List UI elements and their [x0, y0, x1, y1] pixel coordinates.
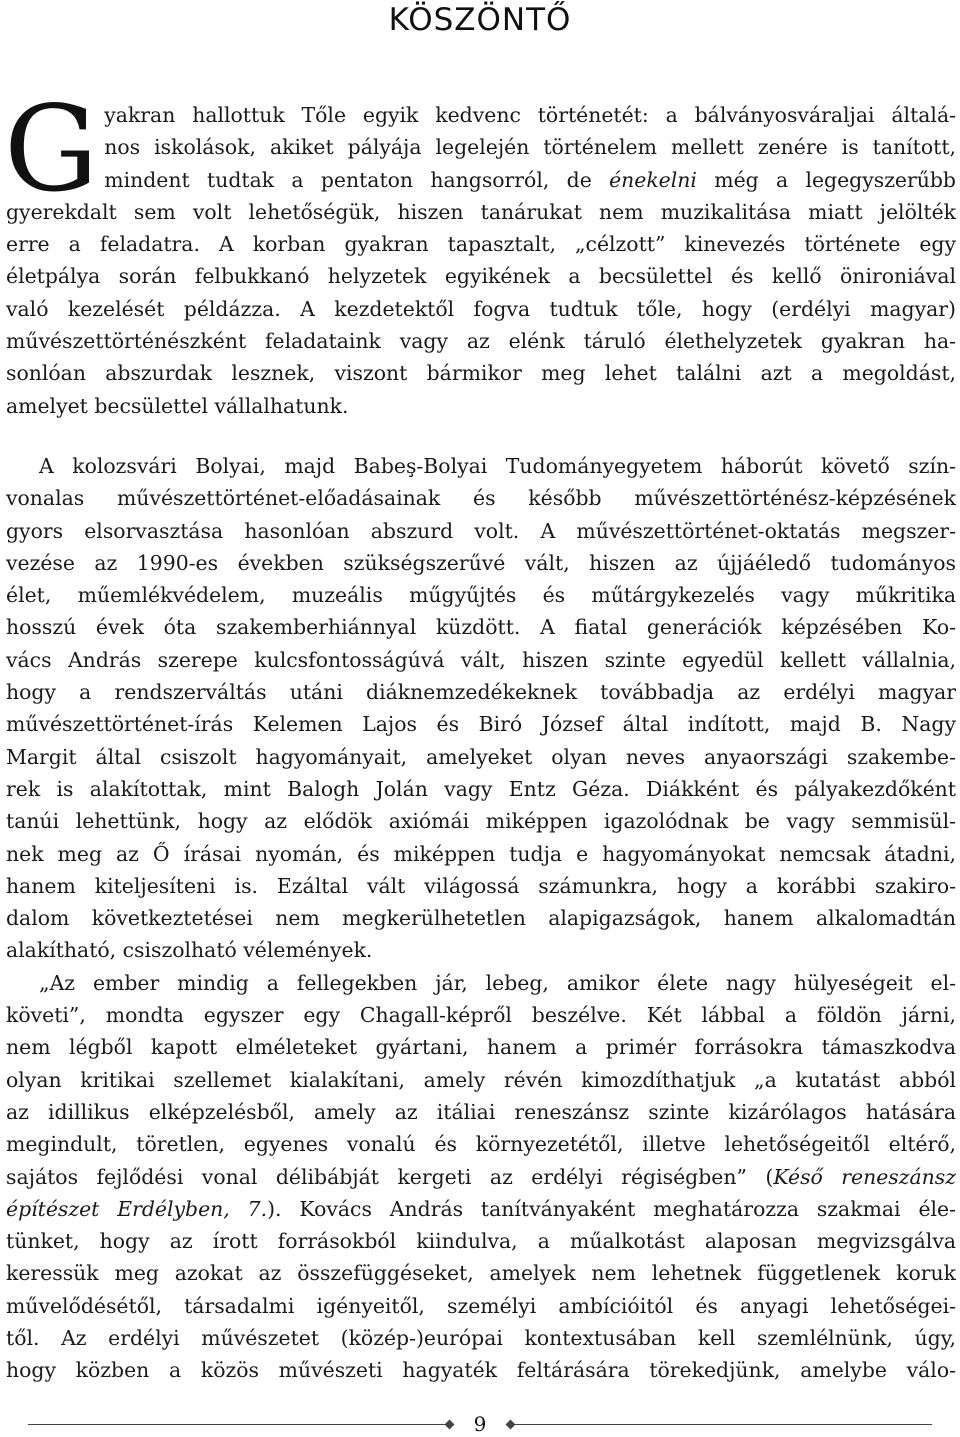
text-line: hosszú évek óta szakemberhiánnyal küzdött. A fiatal generációk képzésében Ko-: [6, 615, 956, 640]
text-line: életpálya során felbukkanó helyzetek egyikének a becsülettel és kellő önironiával: [6, 264, 956, 289]
text-line: vonalas művészettörténet-előadásainak és később művészettörténész-képzésének: [6, 486, 956, 511]
text-line: az idillikus elképzelésből, amely az itáliai reneszánsz szinte kizárólagos hatására: [6, 1099, 956, 1124]
drop-cap: G: [4, 80, 99, 218]
text-line: erre a feladatra. A korban gyakran tapasztalt, „célzott” kinevezés története egy: [6, 232, 956, 257]
text-line: [6, 1161, 956, 1193]
text-line: élet, műemlékvédelem, muzeális műgyűjtés és műtárgykezelés vagy műkritika: [6, 583, 956, 608]
page-title: KÖSZÖNTŐ: [388, 2, 572, 38]
text-line: tünket, hogy az írott forrásokból kiindulva, a műalkotást alaposan megvizsgálva: [6, 1229, 956, 1254]
text-line: tanúi lehettünk, hogy az elődök axiómái miképpen igazolódnak be vagy semmisül-: [6, 809, 956, 834]
text-line: keressük meg azokat az összefüggéseket, amelyek nem lehetnek függetlenek koruk: [6, 1261, 956, 1286]
footer-rule-left: [28, 1424, 446, 1425]
text-line: művelődésétől, társadalmi igényeitől, személyi ambícióitól és anyagi lehetőségei-: [6, 1293, 956, 1318]
text-line: dalom következtetései nem megkerülhetetlen alapigazságok, hanem alkalomadtán: [6, 906, 956, 931]
text-run: ). Kovács András tanítványaként meghatározza szakmai éle-: [267, 1196, 956, 1221]
text-line: való kezelését példázza. A kezdetektől fogva tudtuk tőle, hogy (erdélyi magyar): [6, 296, 956, 321]
text-line: nos iskolások, akiket pályája legelején történelem mellett zenére is tanított,: [104, 135, 956, 160]
text-line: gyors elsorvasztása hasonlóan abszurd volt. A művészettörténet-oktatás megszer-: [6, 518, 956, 543]
text-line: követi”, mondta egyszer egy Chagall-képről beszélve. Két lábbal a földön járni,: [6, 1003, 956, 1028]
text-line: [6, 1193, 956, 1225]
text-line: gyerekdalt sem volt lehetőségük, hiszen tanárukat nem muzikalitása miatt jelölték: [6, 199, 956, 224]
text-line: „Az ember mindig a fellegekben jár, lebeg, amikor élete nagy hülyeségeit el-: [39, 970, 956, 995]
text-line: olyan kritikai szellemet kialakítani, amely révén kimozdíthatjuk „a kutatást abból: [6, 1067, 956, 1092]
paragraph-gap: [6, 422, 956, 450]
text-line: hogy a rendszerváltás utáni diáknemzedékeknek továbbadja az erdélyi magyar: [6, 680, 956, 705]
text-line: hogy közben a közös művészeti hagyaték feltárására törekedjünk, amelybe válo-: [6, 1358, 956, 1383]
text-line: A kolozsvári Bolyai, majd Babeş-Bolyai Tudományegyetem háborút követő szín-: [39, 453, 956, 478]
text-line: művészettörténet-írás Kelemen Lajos és Biró József által indított, majd B. Nagy: [6, 712, 956, 737]
text-run: mindent tudtak a pentaton hangsorról, de: [104, 167, 610, 192]
book-title-text: építészet Erdélyben, 7.: [6, 1196, 268, 1221]
text-line: hanem kiteljesíteni is. Ezáltal vált világossá számunkra, hogy a korábbi szakiro-: [6, 873, 956, 898]
text-line: től. Az erdélyi művészetet (közép-)európai kontextusában kell szemlélnünk, úgy,: [6, 1325, 956, 1350]
book-title-text: Késő reneszánsz: [773, 1164, 956, 1189]
diamond-ornament-icon: [445, 1420, 455, 1430]
paragraph-3: [6, 967, 956, 1387]
page-number: 9: [473, 1412, 487, 1436]
text-line: vács András szerepe kulcsfontosságúvá vált, hiszen szinte egyedül kellett vállalnia,: [6, 647, 956, 672]
text-line: [6, 164, 956, 196]
page-footer: [0, 1414, 960, 1434]
text-line: amelyet becsülettel vállalhatunk.: [6, 393, 349, 418]
text-line: vezése az 1990-es években szükségszerűvé vált, hiszen az újjáéledő tudományos: [6, 550, 956, 575]
body-text: [4, 80, 956, 1387]
emphasis-text: énekelni: [609, 167, 697, 192]
text-line: nek meg az Ő írásai nyomán, és miképpen tudja e hagyományokat nemcsak átadni,: [6, 841, 956, 866]
text-line: alakítható, csiszolható vélemények.: [6, 938, 373, 963]
text-run: még a legegyszerűbb: [696, 167, 956, 192]
text-line: yakran hallottuk Tőle egyik kedvenc történetét: a bálványosváraljai általá-: [104, 103, 956, 127]
text-run: sajátos fejlődési vonal délibábját kergeti az erdélyi régiségben” (: [6, 1164, 774, 1189]
text-line: megindult, töretlen, egyenes vonalú és környezetétől, illetve lehetőségeitől eltérő,: [6, 1132, 956, 1157]
text-line: művészettörténészként feladataink vagy az elénk táruló élethelyzetek gyakran ha-: [6, 329, 956, 354]
paragraph-2: [6, 450, 956, 967]
text-line: rek is alakítottak, mint Balogh Jolán vagy Entz Géza. Diákként és pályakezdőként: [6, 776, 956, 801]
text-line: Margit által csiszolt hagyományait, amelyeket olyan neves anyaországi szakembe-: [6, 744, 956, 769]
paragraph-1: [4, 80, 956, 422]
footer-rule-right: [514, 1424, 932, 1425]
text-line: nem légből kapott elméleteket gyártani, hanem a primér forrásokra támaszkodva: [6, 1035, 956, 1060]
text-line: sonlóan abszurdak lesznek, viszont bármikor meg lehet találni azt a megoldást,: [6, 361, 956, 386]
